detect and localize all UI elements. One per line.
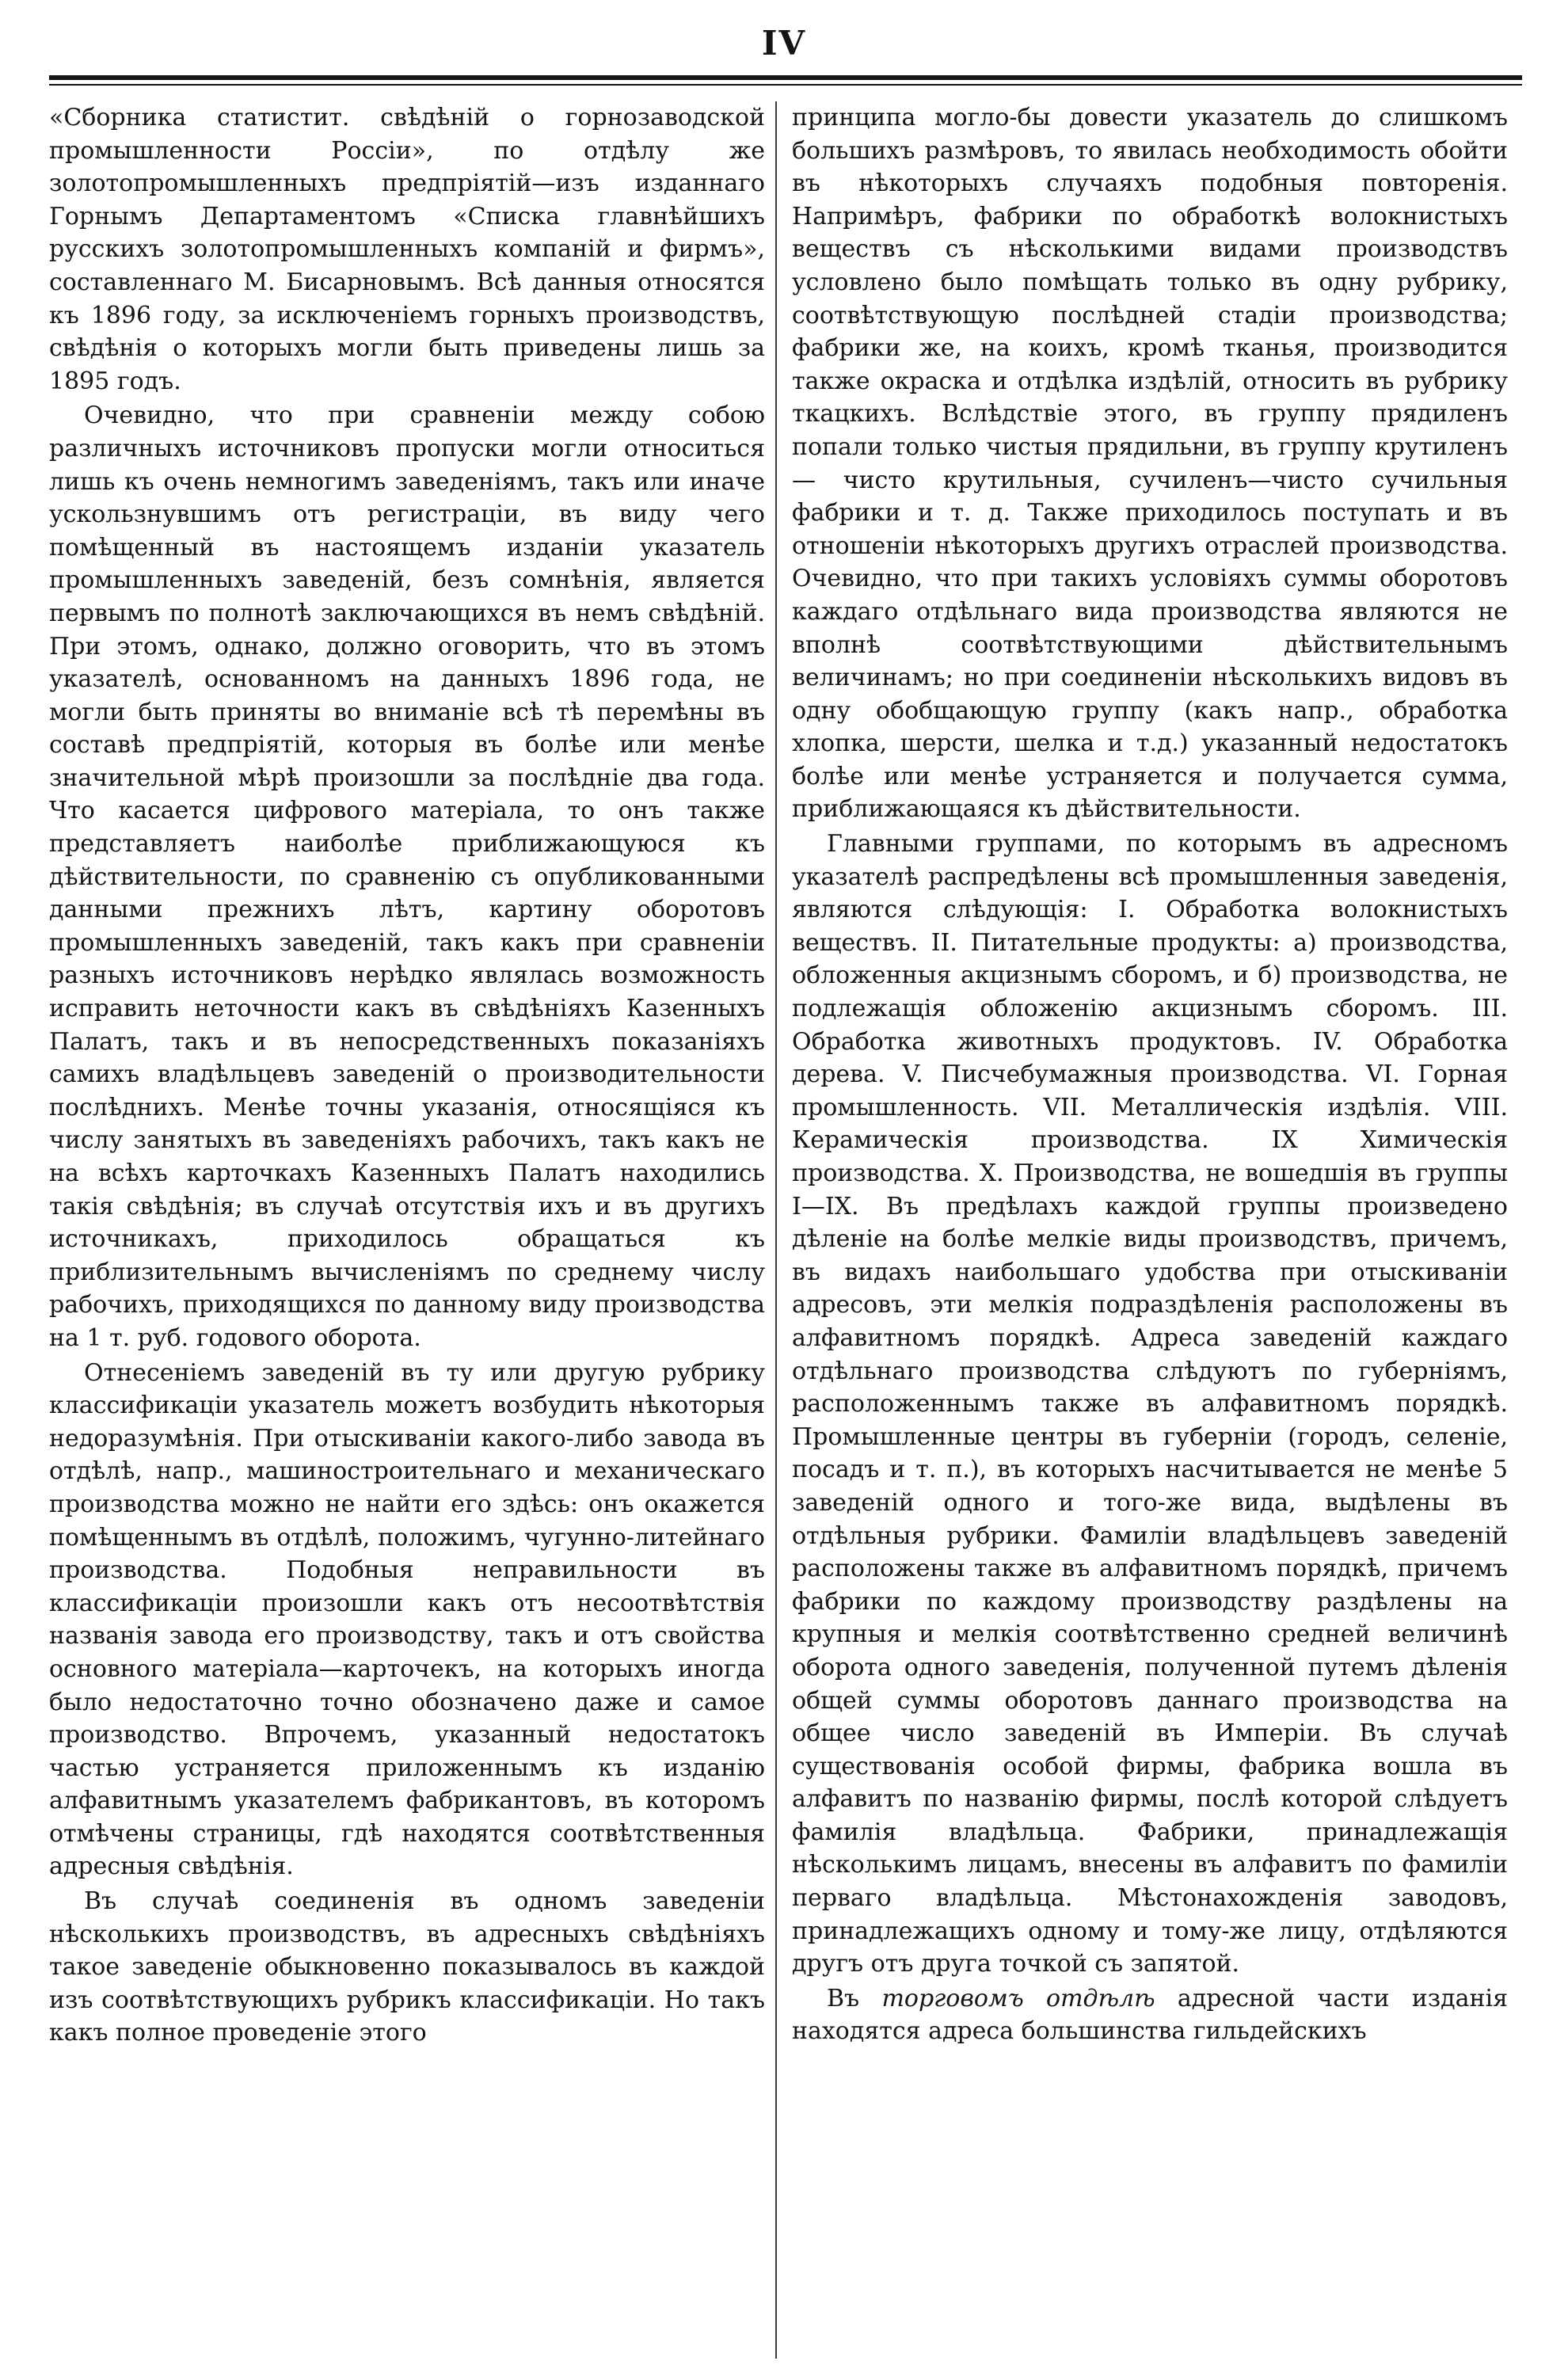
right-paragraph-3-lead: Въ <box>827 1984 860 2012</box>
right-paragraph-3-italic: торговомъ отдѣлѣ <box>881 1984 1155 2012</box>
left-paragraph-1: «Сборника статистит. свѣдѣній о горнозаводской промышленности Россіи», по отдѣлу же золотопромышленныхъ предпріятій—изъ изданнаго Горнымъ Департаментомъ «Списка главнѣйшихъ русскихъ золотопромышленныхъ компаній и фирмъ», составленнаго М. Бисарновымъ. Всѣ данныя относятся къ 1896 году, за исключеніемъ горныхъ производствъ, свѣдѣнія о которыхъ могли быть приведены лишь за 1895 годъ. <box>49 104 765 395</box>
header-rule-thick <box>49 75 1522 80</box>
left-paragraph-2: Очевидно, что при сравненіи между собою различныхъ источниковъ пропуски могли относиться лишь къ очень немногимъ заведеніямъ, такъ или иначе ускользнувшимъ отъ регистраціи, въ виду чего помѣщенный въ настоящемъ изданіи указатель промышленныхъ заведеній, безъ сомнѣнія, является первымъ по полнотѣ заключающихся въ немъ свѣдѣній. При этомъ, однако, должно оговорить, что въ этомъ указателѣ, основанномъ на данныхъ 1896 года, не могли быть приняты во вниманіе всѣ тѣ перемѣны въ составѣ предпріятій, которыя въ болѣе или менѣе значительной мѣрѣ произошли за послѣдніе два года. Что касается цифрового матеріала, то онъ также представляетъ наиболѣе приближающуюся къ дѣйствительности, по сравненію съ опубликованными данными прежнихъ лѣтъ, картину оборотовъ промышленныхъ заведеній, такъ какъ при сравненіи разныхъ источниковъ нерѣдко являлась возможность исправить неточности какъ въ свѣдѣніяхъ Казенныхъ Палатъ, такъ и въ непосредственныхъ показаніяхъ самихъ владѣльцевъ заведеній о производительности послѣднихъ. Менѣе точны указанія, относящіяся къ числу занятыхъ въ заведеніяхъ рабочихъ, такъ какъ не на всѣхъ карточкахъ Казенныхъ Палатъ находились такія свѣдѣнія; въ случаѣ отсутствія ихъ и въ другихъ источникахъ, приходилось обращаться къ приблизительнымъ вычисленіямъ по среднему числу рабочихъ, приходящихся по данному виду производства на 1 т. руб. годового оборота. <box>49 402 765 1352</box>
right-paragraph-3 <box>792 1982 1508 2048</box>
left-column <box>49 101 765 2359</box>
column-divider <box>775 101 777 2359</box>
header-rule-thin <box>49 84 1522 86</box>
page-number: IV <box>761 24 807 63</box>
right-column <box>792 101 1508 2359</box>
left-paragraph-4: Въ случаѣ соединенія въ одномъ заведеніи нѣсколькихъ производствъ, въ адресныхъ свѣдѣніяхъ такое заведеніе обыкновенно показывалось въ каждой изъ соотвѣтствующихъ рубрикъ классификаціи. Но такъ какъ полное проведеніе этого <box>49 1887 765 2047</box>
right-paragraph-3-text: адресной части изданія находятся адреса большинства гильдейскихъ <box>792 1984 1508 2046</box>
right-paragraph-1: принципа могло-бы довести указатель до слишкомъ большихъ размѣровъ, то явилась необходимость обойти въ нѣкоторыхъ случаяхъ подобныя повторенія. Напримѣръ, фабрики по обработкѣ волокнистыхъ веществъ съ нѣсколькими видами производствъ условлено было помѣщать только въ одну рубрику, соотвѣтствующую послѣдней стадіи производства; фабрики же, на коихъ, кромѣ тканья, производится также окраска и отдѣлка издѣлій, относить въ рубрику ткацкихъ. Вслѣдствіе этого, въ группу прядиленъ попали только чистыя прядильни, въ группу крутиленъ — чисто крутильныя, сучиленъ—чисто сучильныя фабрики и т. д. Также приходилось поступать и въ отношеніи нѣкоторыхъ другихъ отраслей производства. Очевидно, что при такихъ условіяхъ суммы оборотовъ каждаго отдѣльнаго вида производства являются не вполнѣ соотвѣтствующими дѣйствительнымъ величинамъ; но при соединеніи нѣсколькихъ видовъ въ одну обобщающую группу (какъ напр., обработка хлопка, шерсти, шелка и т.д.) указанный недостатокъ болѣе или менѣе устраняется и получается сумма, приближающаяся къ дѣйствительности. <box>792 104 1508 824</box>
right-paragraph-2: Главными группами, по которымъ въ адресномъ указателѣ распредѣлены всѣ промышленныя заведенія, являются слѣдующія: I. Обработка волокнистыхъ веществъ. II. Питательные продукты: а) производства, обложенныя акцизнымъ сборомъ, и б) производства, не подлежащія обложенію акцизнымъ сборомъ. III. Обработка животныхъ продуктовъ. IV. Обработка дерева. V. Писчебумажныя производства. VI. Горная промышленность. VII. Металлическія издѣлія. VIII. Керамическія производства. IX Химическія производства. X. Производства, не вошедшія въ группы I—IX. Въ предѣлахъ каждой группы произведено дѣленіе на болѣе мелкіе виды производствъ, причемъ, въ видахъ наибольшаго удобства при отыскиваніи адресовъ, эти мелкія подраздѣленія расположены въ алфавитномъ порядкѣ. Адреса заведеній каждаго отдѣльнаго производства слѣдуютъ по губерніямъ, расположеннымъ также въ алфавитномъ порядкѣ. Промышленные центры въ губерніи (городъ, селеніе, посадъ и т. п.), въ которыхъ насчитывается не менѣе 5 заведеній одного и того-же вида, выдѣлены въ отдѣльныя рубрики. Фамиліи владѣльцевъ заведеній расположены также въ алфавитномъ порядкѣ, причемъ фабрики по каждому производству раздѣлены на крупныя и мелкія соотвѣтственно средней величинѣ оборота одного заведенія, полученной путемъ дѣленія общей суммы оборотовъ даннаго производства на общее число заведеній въ Имперіи. Въ случаѣ существованія особой фирмы, фабрика вошла въ алфавитъ по названію фирмы, послѣ которой слѣдуетъ фамилія владѣльца. Фабрики, принадлежащія нѣсколькимъ лицамъ, внесены въ алфавитъ по фамиліи перваго владѣльца. Мѣстонахожденія заводовъ, принадлежащихъ одному и тому-же лицу, отдѣляются другъ отъ друга точкой съ запятой. <box>792 830 1508 1978</box>
left-paragraph-3: Отнесеніемъ заведеній въ ту или другую рубрику классификаціи указатель можетъ возбудить нѣкоторыя недоразумѣнія. При отыскиваніи какого-либо завода въ отдѣлѣ, напр., машиностроительнаго и механическаго производства можно не найти его здѣсь: онъ окажется помѣщеннымъ въ отдѣлѣ, положимъ, чугунно-литейнаго производства. Подобныя неправильности въ классификаціи произошли какъ отъ несоотвѣтствія названія завода его производству, такъ и отъ свойства основного матеріала—карточекъ, на которыхъ иногда было недостаточно точно обозначено даже и самое производство. Впрочемъ, указанный недостатокъ частью устраняется приложеннымъ къ изданію алфавитнымъ указателемъ фабрикантовъ, въ которомъ отмѣчены страницы, гдѣ находятся соотвѣтственныя адресныя свѣдѣнія. <box>49 1358 765 1881</box>
